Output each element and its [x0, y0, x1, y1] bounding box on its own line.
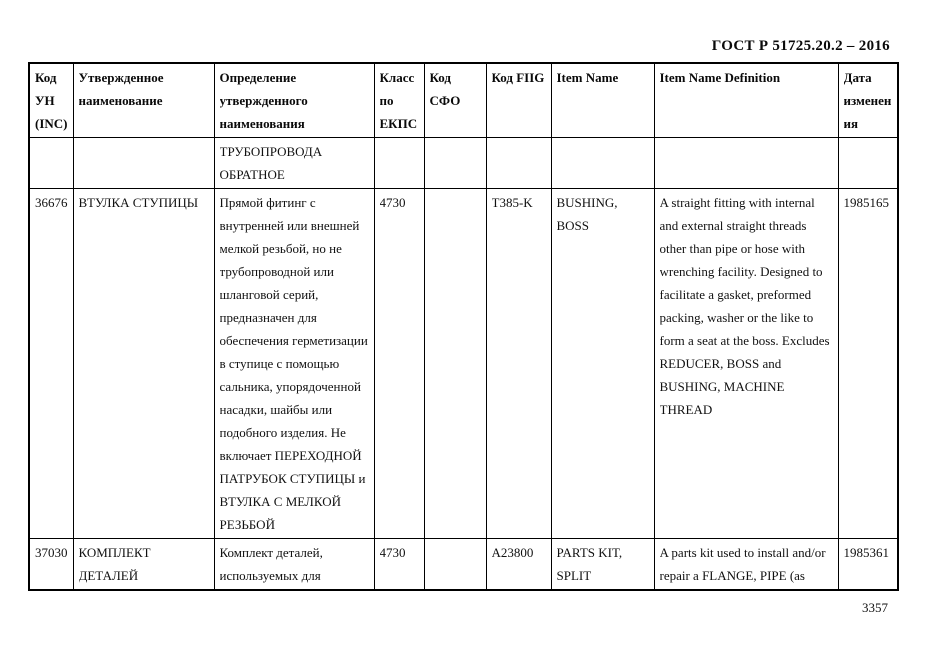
page-number: 3357 [862, 600, 888, 615]
col-header-ekps-class: Класс по ЕКПС [374, 63, 424, 138]
cell-inc-code: 37030 [29, 539, 73, 591]
cell-change-date [838, 138, 898, 189]
col-header-item-name-definition: Item Name Definition [654, 63, 838, 138]
cell-sfo-code [424, 138, 486, 189]
cell-inc-code: 36676 [29, 189, 73, 539]
cell-change-date: 1985361 [838, 539, 898, 591]
table-header-row [29, 63, 898, 138]
cell-ekps-class [374, 138, 424, 189]
table-row-continued [29, 138, 898, 189]
cell-approved-name: ВТУЛКА СТУПИЦЫ [73, 189, 214, 539]
cell-item-name-definition: A parts kit used to install and/or repair a FLANGE, PIPE (as [654, 539, 838, 591]
cell-approved-definition: Комплект деталей, используемых для [214, 539, 374, 591]
cell-fiig-code [486, 138, 551, 189]
cell-item-name: BUSHING, BOSS [551, 189, 654, 539]
cell-sfo-code [424, 539, 486, 591]
table-row-36676 [29, 189, 898, 539]
cell-sfo-code [424, 189, 486, 539]
cell-approved-definition: Прямой фитинг с внутренней или внешней мелкой резьбой, но не трубопроводной или шланговой серий, предназначен для обеспечения герметизации в ступице с помощью сальника, упорядоченной насадки, шайбы или подобного изделия. Не включает ПЕРЕХОДНОЙ ПАТРУБОК СТУПИЦЫ и ВТУЛКА С МЕЛКОЙ РЕЗЬБОЙ [214, 189, 374, 539]
cell-approved-name [73, 138, 214, 189]
cell-item-name [551, 138, 654, 189]
col-header-item-name: Item Name [551, 63, 654, 138]
cell-fiig-code: A23800 [486, 539, 551, 591]
cell-inc-code [29, 138, 73, 189]
col-header-inc-code: Код УН (INC) [29, 63, 73, 138]
cell-approved-definition: ТРУБОПРОВОДА ОБРАТНОЕ [214, 138, 374, 189]
cell-item-name: PARTS KIT, SPLIT [551, 539, 654, 591]
cell-approved-name: КОМПЛЕКТ ДЕТАЛЕЙ [73, 539, 214, 591]
col-header-approved-name: Утвержденное наименование [73, 63, 214, 138]
col-header-approved-definition: Определение утвержденного наименования [214, 63, 374, 138]
col-header-sfo-code: Код СФО [424, 63, 486, 138]
cell-change-date: 1985165 [838, 189, 898, 539]
table-row-37030 [29, 539, 898, 591]
cell-ekps-class: 4730 [374, 539, 424, 591]
col-header-change-date: Дата изменения [838, 63, 898, 138]
cell-item-name-definition [654, 138, 838, 189]
cell-item-name-definition: A straight fitting with internal and external straight threads other than pipe or hose with wrenching facility. Designed to facilitate a gasket, preformed packing, washer or the like to form a seat at the boss. Excludes REDUCER, BOSS and BUSHING, MACHINE THREAD [654, 189, 838, 539]
cell-ekps-class: 4730 [374, 189, 424, 539]
document-title: ГОСТ Р 51725.20.2 – 2016 [711, 38, 890, 54]
col-header-fiig-code: Код FIIG [486, 63, 551, 138]
cell-fiig-code: T385-K [486, 189, 551, 539]
classification-table [28, 62, 899, 591]
